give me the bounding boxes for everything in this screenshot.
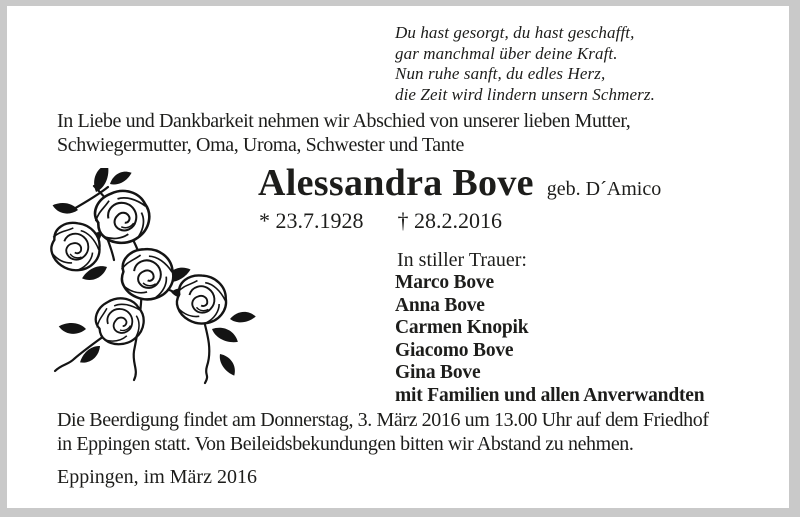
poem-line: die Zeit wird lindern unsern Schmerz. (395, 84, 655, 104)
poem-line: Nun ruhe sanft, du edles Herz, (395, 64, 606, 83)
deceased-name: Alessandra Bove (258, 162, 534, 204)
mourner-name: Marco Bove (395, 272, 494, 293)
condolence-poem (395, 23, 655, 105)
maiden-name: geb. D´Amico (546, 178, 662, 200)
mourner-name: mit Familien und allen Anverwandten (395, 384, 705, 406)
mourner-name: Anna Bove (395, 294, 485, 316)
birth-date: * 23.7.1928 (259, 208, 364, 233)
mourner-name: Gina Bove (395, 362, 481, 383)
roses-illustration (44, 168, 264, 388)
mourners-list (395, 272, 704, 407)
intro-line: Schwiegermutter, Oma, Uroma, Schwester und Tante (57, 133, 465, 156)
funeral-line: Die Beerdigung findet am Donnerstag, 3. März 2016 um 13.00 Uhr auf dem Friedhof (57, 409, 709, 431)
life-dates (259, 208, 502, 234)
funeral-info (57, 409, 709, 456)
intro-text (57, 110, 630, 157)
mourner-name: Giacomo Bove (395, 339, 514, 361)
funeral-line: in Eppingen statt. Von Beileidsbekundungen bitten wir Abstand zu nehmen. (57, 432, 634, 455)
death-date: † 28.2.2016 (397, 208, 502, 233)
mourner-name: Carmen Knopik (395, 317, 529, 338)
poem-line: Du hast gesorgt, du hast geschafft, (395, 23, 635, 42)
intro-line: In Liebe und Dankbarkeit nehmen wir Abschied von unserer lieben Mutter, (57, 110, 631, 132)
deceased-header (258, 162, 661, 204)
mourning-heading: In stiller Trauer: (397, 249, 527, 271)
poem-line: gar manchmal über deine Kraft. (395, 43, 618, 63)
place-date: Eppingen, im März 2016 (57, 466, 257, 488)
